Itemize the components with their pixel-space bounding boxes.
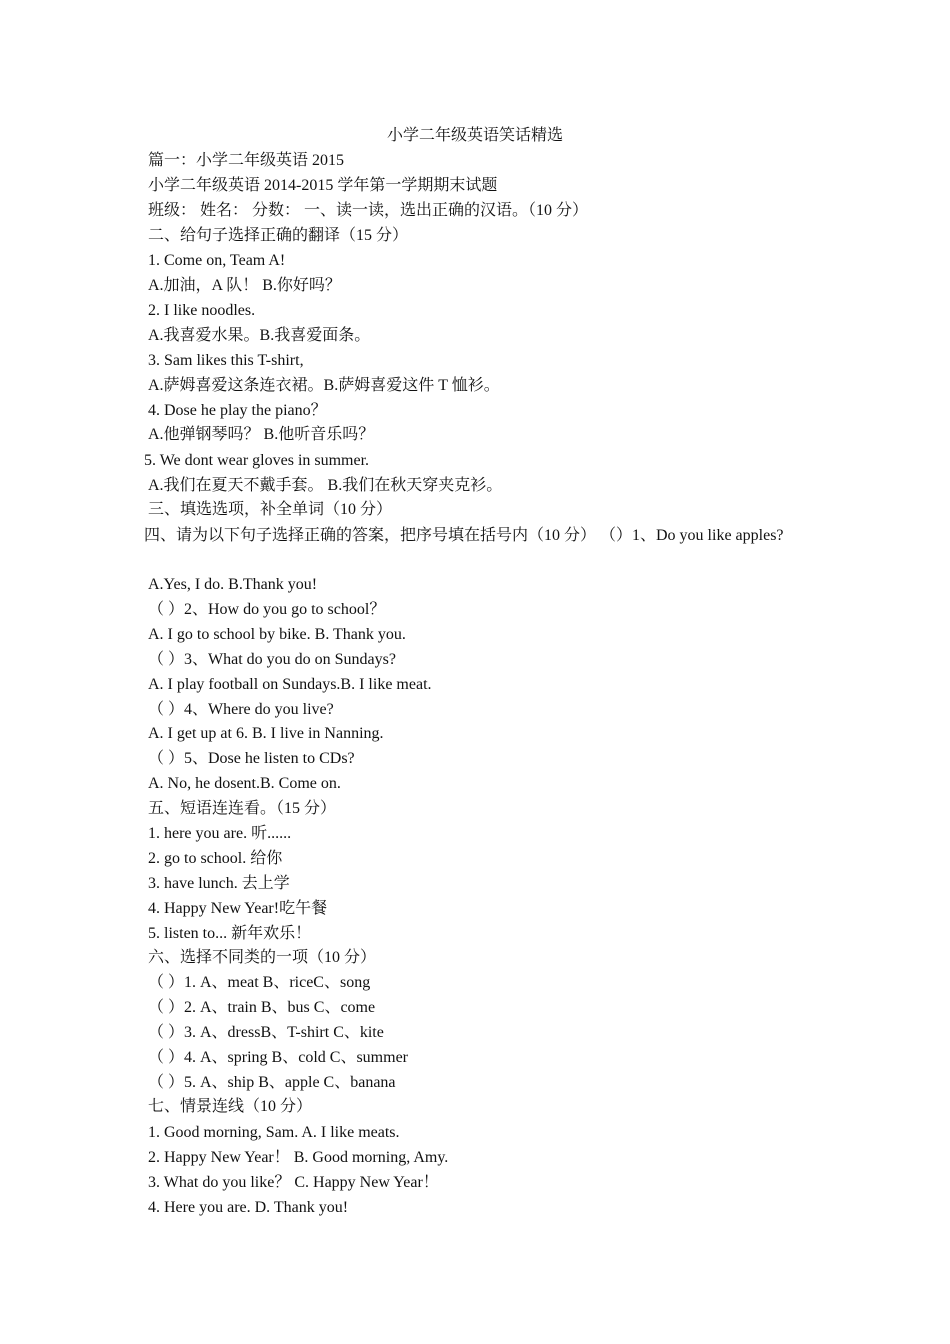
text-line: （ ）1. A、meat B、riceC、song bbox=[148, 974, 371, 991]
text-line: （ ）4、Where do you live? bbox=[148, 701, 334, 718]
text-line: 5. We dont wear gloves in summer. bbox=[144, 452, 370, 469]
text-line: 三、填选选项，补全单词（10 分） bbox=[148, 501, 393, 518]
text-line: （ ）3、What do you do on Sundays? bbox=[148, 651, 396, 668]
text-paragraph: 四、请为以下句子选择正确的答案，把序号填在括号内（10 分） （）1、Do you like apples? bbox=[144, 527, 784, 544]
text-line: 4. Happy New Year!吃午餐 bbox=[148, 900, 328, 917]
text-line: 七、情景连线（10 分） bbox=[148, 1098, 313, 1115]
text-line: 六、选择不同类的一项（10 分） bbox=[148, 949, 377, 966]
text-line: 二、给句子选择正确的翻译（15 分） bbox=[148, 227, 409, 244]
text-line: （ ）3. A、dressB、T-shirt C、kite bbox=[148, 1024, 384, 1041]
text-line: 3. What do you like？ C. Happy New Year！ bbox=[148, 1174, 439, 1191]
text-line: A.萨姆喜爱这条连衣裙。B.萨姆喜爱这件 T 恤衫。 bbox=[148, 377, 500, 394]
text-line: 五、短语连连看。（15 分） bbox=[148, 800, 337, 817]
text-line: 2. go to school. 给你 bbox=[148, 850, 283, 867]
text-line: A.加油，A 队！ B.你好吗？ bbox=[148, 277, 341, 294]
text-line: A. No, he dosent.B. Come on. bbox=[148, 775, 341, 792]
text-line: A.我们在夏天不戴手套。 B.我们在秋天穿夹克衫。 bbox=[148, 477, 503, 494]
document-title: 小学二年级英语笑话精选 bbox=[386, 127, 563, 144]
text-line: A.我喜爱水果。B.我喜爱面条。 bbox=[148, 327, 371, 344]
text-line: A. I go to school by bike. B. Thank you. bbox=[148, 626, 406, 643]
text-line: （ ）2、How do you go to school？ bbox=[148, 601, 386, 618]
text-line: A.他弹钢琴吗？ B.他听音乐吗？ bbox=[148, 426, 375, 443]
text-line: A. I get up at 6. B. I live in Nanning. bbox=[148, 725, 384, 742]
text-line: （ ）5. A、ship B、apple C、banana bbox=[148, 1074, 396, 1091]
text-line: 小学二年级英语 2014-2015 学年第一学期期末试题 bbox=[148, 177, 498, 194]
text-line: 班级： 姓名： 分数： 一、读一读，选出正确的汉语。（10 分） bbox=[148, 202, 589, 219]
text-line: 1. Come on, Team A! bbox=[148, 252, 286, 269]
text-line: 3. have lunch. 去上学 bbox=[148, 875, 290, 892]
text-line: （ ）2. A、train B、bus C、come bbox=[148, 999, 376, 1016]
text-line: 5. listen to... 新年欢乐！ bbox=[148, 925, 312, 942]
text-line: 2. Happy New Year！ B. Good morning, Amy. bbox=[148, 1149, 449, 1166]
text-line: 2. I like noodles. bbox=[148, 302, 256, 319]
text-line: 3. Sam likes this T-shirt, bbox=[148, 352, 304, 369]
text-line: 1. here you are. 听...... bbox=[148, 825, 292, 842]
text-line: 篇一：小学二年级英语 2015 bbox=[148, 152, 345, 169]
text-line: A. I play football on Sundays.B. I like meat. bbox=[148, 676, 432, 693]
text-line: 4. Here you are. D. Thank you! bbox=[148, 1199, 349, 1216]
text-line: （ ）4. A、spring B、cold C、summer bbox=[148, 1049, 408, 1066]
text-line: A.Yes, I do. B.Thank you! bbox=[148, 576, 318, 593]
text-line: 1. Good morning, Sam. A. I like meats. bbox=[148, 1124, 400, 1141]
text-line: （ ）5、Dose he listen to CDs? bbox=[148, 750, 355, 767]
text-line: 4. Dose he play the piano？ bbox=[148, 402, 327, 419]
